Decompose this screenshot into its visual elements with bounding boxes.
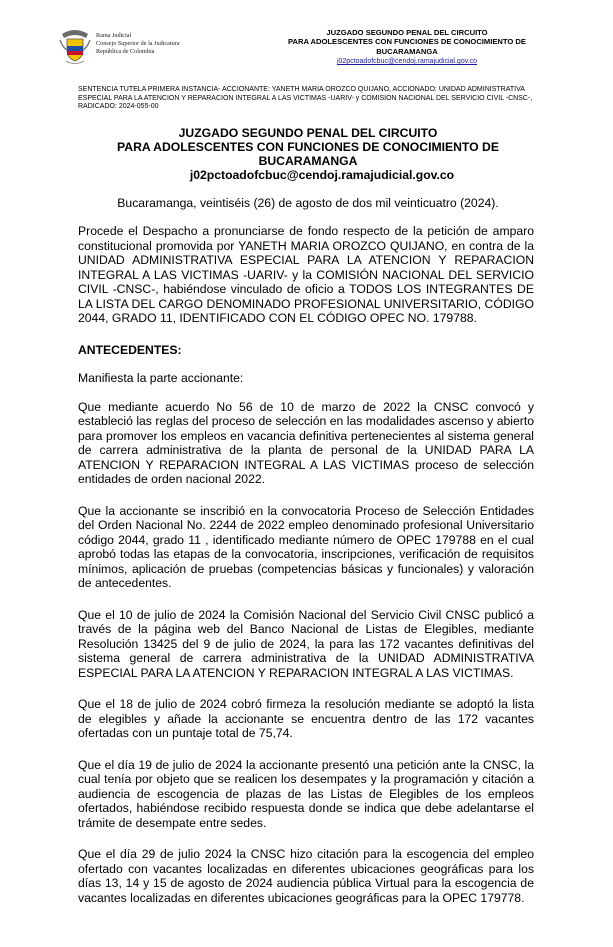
court-line-1: JUZGADO SEGUNDO PENAL DEL CIRCUITO xyxy=(178,126,438,140)
header-line-2: PARA ADOLESCENTES CON FUNCIONES DE CONOCIMIENTO DE xyxy=(288,37,526,47)
logo-line-3: República de Colombia xyxy=(96,48,155,55)
manifiesta-paragraph: Manifiesta la parte accionante: xyxy=(78,371,244,385)
rama-judicial-logo xyxy=(58,28,208,68)
sentencia-reference: SENTENCIA TUTELA PRIMERA INSTANCIA- ACCIONANTE: YANETH MARIA OROZCO QUIJANO, ACCIONADO: UNIDAD ADMINISTRATIVA ESPECIAL PARA LA ATENCION Y REPARACION INTEGRAL A LAS VICTIMAS -UARIV- y COMISION NACIONAL DEL SERVICIO CIVIL -CNSC-, RADICADO: 2024-055-00 xyxy=(78,86,533,111)
paragraph-inscripcion: Que la accionante se inscribió en la convocatoria Proceso de Selección Entidades del Orden Nacional No. 2244 de 2022 empleo denominado profesional Universitario código 2044, grado 11 , identificado mediante número de OPEC 179788 en el cual aprobó todas las etapas de la convocatoria, inscripciones, verificación de requisitos mínimos, aplicación de pruebas (competencias básicas y funcionales) y valoración de antecedentes. xyxy=(78,503,534,590)
page-header xyxy=(262,28,552,67)
paragraph-acuerdo: Que mediante acuerdo No 56 de 10 de marzo de 2022 la CNSC convocó y estableció las reglas del proceso de selección en las modalidades ascenso y abierto para promover los empleos en vacancia definitiva pertenecientes al sistema general de carrera administrativa de la planta de personal de la UNIDAD PARA LA ATENCION Y REPARACION INTEGRAL A LAS VICTIMAS proceso de selección entidades de orden nacional 2022. xyxy=(78,399,534,486)
document-body xyxy=(78,224,534,922)
court-line-3: BUCARAMANGA xyxy=(258,154,358,168)
header-email-link[interactable]: j02pctoadofcbuc@cendoj.ramajudicial.gov.co xyxy=(336,58,478,66)
court-email: j02pctoadofcbuc@cendoj.ramajudicial.gov.co xyxy=(189,168,455,182)
court-title-block xyxy=(78,126,538,182)
logo-line-2: Consejo Superior de la Judicatura xyxy=(96,40,180,47)
date-line: Bucaramanga, veintiséis (26) de agosto de dos mil veinticuatro (2024). xyxy=(117,196,499,210)
court-line-2: PARA ADOLESCENTES CON FUNCIONES DE CONOCIMIENTO DE xyxy=(117,140,499,154)
paragraph-resolucion: Que el 10 de julio de 2024 la Comisión Nacional del Servicio Civil CNSC publicó a través de la página web del Banco Nacional de Listas de Elegibles, mediante Resolución 13425 del 9 de julio de 2024, la para las 172 vacantes definitivas del sistema general de carrera administrativa de la UNIDAD ADMINISTRATIVA ESPECIAL PARA LA ATENCION Y REPARACION INTEGRAL A LAS VICTIMAS. xyxy=(78,607,534,680)
header-line-3: BUCARAMANGA xyxy=(376,46,438,56)
paragraph-citacion: Que el día 29 de julio 2024 la CNSC hizo citación para la escogencia del empleo ofertado con vacantes localizadas en diferentes ubicaciones geográficas para los días 13, 14 y 15 de agosto de 2024 audiencia pública Virtual para la escogencia de vacantes localizadas en diferentes ubicaciones geográficas para la OPEC 179778. xyxy=(78,847,534,905)
coat-of-arms-icon xyxy=(58,28,92,66)
antecedentes-heading: ANTECEDENTES: xyxy=(78,342,182,357)
header-line-1: JUZGADO SEGUNDO PENAL DEL CIRCUITO xyxy=(326,28,488,37)
logo-line-1: Rama Judicial xyxy=(96,32,132,39)
paragraph-peticion: Que el día 19 de julio de 2024 la accionante presentó una petición ante la CNSC, la cual tenía por objeto que se realicen los desempates y la programación y citación a audiencia de escogencia de plazas de las Listas de Elegibles de los empleos ofertados, habiéndose recibido respuesta donde se indica que debe adelantarse el trámite de desempate entre sedes. xyxy=(78,757,534,830)
intro-paragraph: Procede el Despacho a pronunciarse de fondo respecto de la petición de amparo constitucional promovida por YANETH MARIA OROZCO QUIJANO, en contra de la UNIDAD ADMINISTRATIVA ESPECIAL PARA LA ATENCION Y REPARACION INTEGRAL A LAS VICTIMAS -UARIV- y la COMISIÓN NACIONAL DEL SERVICIO CIVIL -CNSC-, habiéndose vinculado de oficio a TODOS LOS INTEGRANTES DE LA LISTA DEL CARGO DENOMINADO PROFESIONAL UNIVERSITARIO, CÓDIGO 2044, GRADO 11, IDENTIFICADO CON EL CÓDIGO OPEC NO. 179788. xyxy=(78,224,534,325)
paragraph-firmeza: Que el 18 de julio de 2024 cobró firmeza la resolución mediante se adoptó la lista de elegibles y añade la accionante se encuentra dentro de las 172 vacantes ofertadas con un puntaje total de 75,74. xyxy=(78,697,534,740)
